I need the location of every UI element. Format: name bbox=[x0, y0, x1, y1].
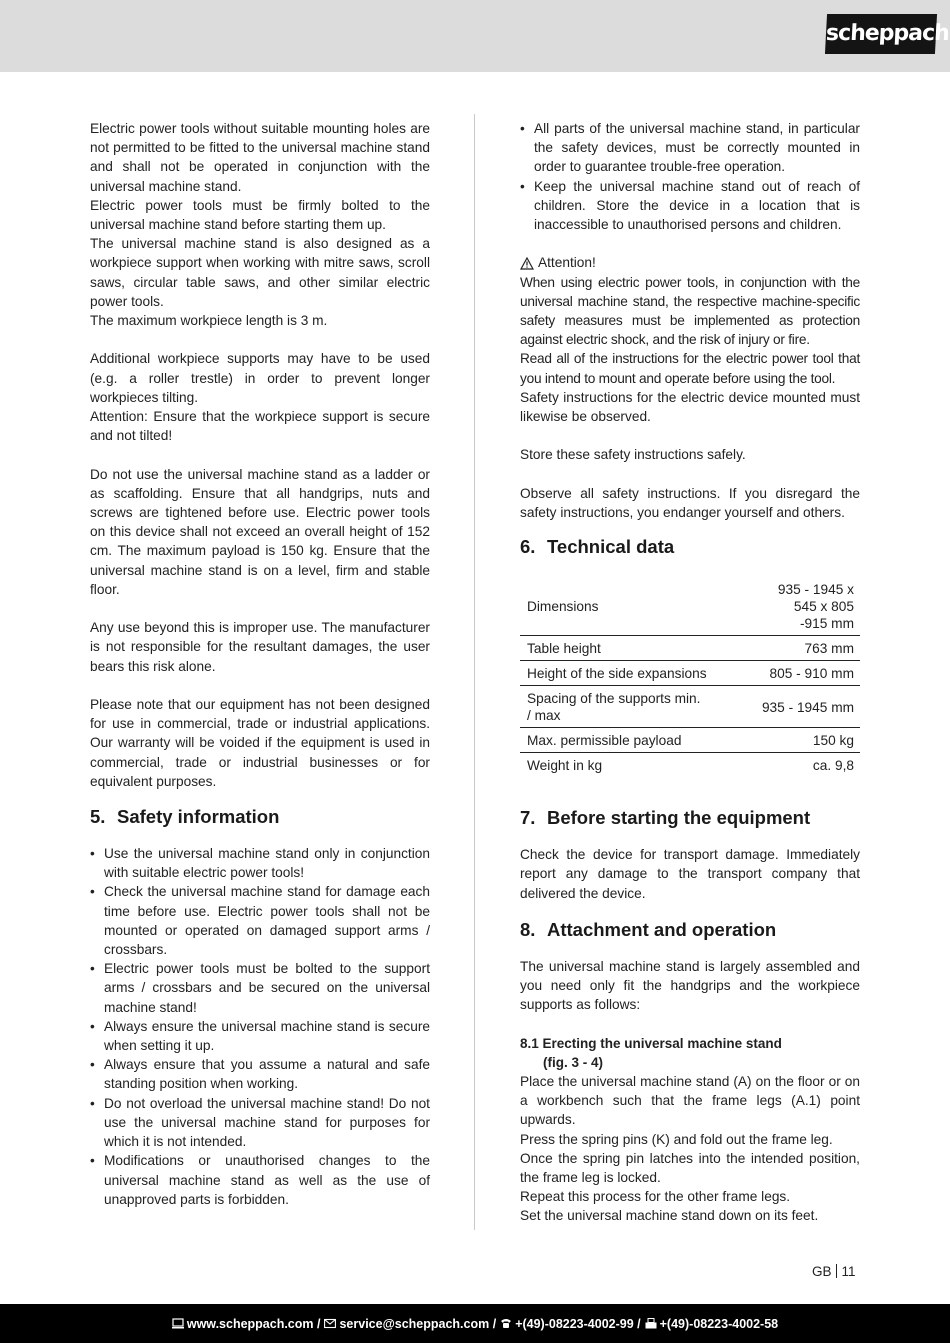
paragraph: Please note that our equipment has not been designed for use in commercial, trade or industrial applications. Our warranty will be voided if the equipment is used in commercial, trade or industrial businesses or for equivalent purposes. bbox=[90, 697, 430, 789]
paragraph: Do not use the universal machine stand as a ladder or as scaffolding. Ensure that all handgrips, nuts and screws are tightened before use. Electric power tools on this device shall not exceed an overall height of 152 cm. The maximum payload is 150 kg. Ensure that the universal machine stand is on a level, firm and stable floor. bbox=[90, 466, 430, 597]
paragraph: Safety instructions for the electric device mounted must likewise be observed. bbox=[520, 389, 860, 425]
safety-bullet-list bbox=[90, 844, 430, 1209]
table-cell-label: Table height bbox=[520, 636, 713, 661]
paragraph: The universal machine stand is also designed as a workpiece support when working with mitre saws, scroll saws, circular table saws, and other similar electric power tools. bbox=[90, 236, 430, 309]
phone-icon bbox=[500, 1318, 512, 1329]
paragraph: Any use beyond this is improper use. The manufacturer is not responsible for the resultant damages, the user bears this risk alone. bbox=[90, 620, 430, 674]
paragraph: Electric power tools without suitable mounting holes are not permitted to be fitted to the universal machine stand and shall not be operated in conjunction with the universal machine stand. bbox=[90, 121, 430, 194]
table-cell-label: Spacing of the supports min. / max bbox=[520, 686, 713, 728]
attention-heading: Attention! bbox=[520, 253, 860, 272]
brand-logo: scheppach bbox=[825, 14, 937, 54]
table-cell-value: 805 - 910 mm bbox=[713, 661, 860, 686]
paragraph: Press the spring pins (K) and fold out the frame leg. bbox=[520, 1131, 833, 1147]
safety-bullet-list-continued bbox=[520, 119, 860, 234]
list-item: • All parts of the universal machine stand, in particular the safety devices, must be correctly mounted in order to guarantee trouble-free operation. bbox=[520, 119, 860, 177]
section-heading-safety: 5. Safety information bbox=[90, 806, 280, 828]
table-cell-value: 935 - 1945 x 545 x 805 -915 mm bbox=[777, 582, 854, 632]
paragraph: Once the spring pin latches into the intended position, the frame leg is locked. bbox=[520, 1150, 860, 1186]
paragraph: The maximum workpiece length is 3 m. bbox=[90, 313, 328, 329]
section-heading-attachment: 8. Attachment and operation bbox=[520, 918, 777, 940]
table-cell-value: 935 - 1945 mm bbox=[713, 686, 860, 728]
table-row bbox=[520, 753, 860, 778]
header-band bbox=[0, 0, 950, 72]
monitor-icon bbox=[172, 1318, 184, 1329]
list-item: • Always ensure that you assume a natural and safe standing position when working. bbox=[90, 1055, 430, 1093]
technical-data-table bbox=[520, 577, 860, 777]
list-item: • Check the universal machine stand for damage each time before use. Electric power tools shall not be mounted or operated on damaged support arms / crossbars. bbox=[90, 882, 430, 959]
table-cell-value: 763 mm bbox=[713, 636, 860, 661]
fax-icon bbox=[645, 1318, 657, 1329]
paragraph: Electric power tools must be firmly bolted to the universal machine stand before starting them up. bbox=[90, 197, 430, 233]
section-heading-technical-data: 6. Technical data bbox=[520, 536, 675, 558]
paragraph: Additional workpiece supports may have to be used (e.g. a roller trestle) in order to prevent longer workpieces tilting. bbox=[90, 351, 430, 405]
list-item: • Do not overload the universal machine stand! Do not use the universal machine stand for purposes for which it is not intended. bbox=[90, 1094, 430, 1152]
warning-triangle-icon bbox=[520, 257, 534, 270]
footer-phone[interactable]: +(49)-08223-4002-99 / bbox=[500, 1317, 640, 1331]
paragraph: Observe all safety instructions. If you disregard the safety instructions, you endanger yourself and others. bbox=[520, 485, 860, 521]
table-cell-label: Weight in kg bbox=[520, 753, 713, 778]
paragraph: Check the device for transport damage. Immediately report any damage to the transport company that delivered the device. bbox=[520, 847, 860, 901]
section-heading-before-starting: 7. Before starting the equipment bbox=[520, 807, 811, 829]
column-divider bbox=[474, 114, 475, 1230]
subsection-figure-ref: (fig. 3 - 4) bbox=[543, 1054, 603, 1070]
paragraph: Attention: Ensure that the workpiece support is secure and not tilted! bbox=[90, 409, 430, 444]
table-row bbox=[520, 661, 860, 686]
footer-contact-bar bbox=[0, 1304, 950, 1343]
table-cell-label: Height of the side expansions bbox=[520, 661, 713, 686]
paragraph: Read all of the instructions for the electric power tool that you intend to mount and operate before using the tool. bbox=[520, 351, 860, 386]
right-column bbox=[520, 119, 860, 1226]
table-row bbox=[520, 728, 860, 753]
left-column bbox=[90, 119, 430, 1209]
paragraph: The universal machine stand is largely assembled and you need only fit the handgrips and the workpiece supports as follows: bbox=[520, 958, 860, 1013]
footer-fax[interactable]: +(49)-08223-4002-58 bbox=[645, 1317, 779, 1331]
paragraph: Place the universal machine stand (A) on the floor or on a workbench such that the frame legs (A.1) point upwards. bbox=[520, 1074, 860, 1128]
page-number: GB 11 bbox=[812, 1264, 856, 1279]
list-item: • Keep the universal machine stand out of reach of children. Store the device in a location that is inaccessible to unauthorised persons and children. bbox=[520, 177, 860, 235]
table-cell-value: ca. 9,8 bbox=[713, 753, 860, 778]
table-row bbox=[520, 577, 860, 636]
table-cell-label: Max. permissible payload bbox=[520, 728, 713, 753]
paragraph: Set the universal machine stand down on its feet. bbox=[520, 1208, 819, 1224]
subsection-heading: 8.1 Erecting the universal machine stand bbox=[520, 1035, 782, 1051]
table-row bbox=[520, 686, 860, 728]
list-item: • Modifications or unauthorised changes to the universal machine stand as well as the use of unapproved parts is forbidden. bbox=[90, 1151, 430, 1209]
paragraph: Repeat this process for the other frame legs. bbox=[520, 1189, 791, 1205]
paragraph: When using electric power tools, in conjunction with the universal machine stand, the respective machine-specific safety measures must be implemented as protection against electric shock, and the risk of injury or fire. bbox=[520, 274, 860, 348]
list-item: • Always ensure the universal machine stand is secure when setting it up. bbox=[90, 1017, 430, 1055]
table-cell-label: Dimensions bbox=[527, 599, 599, 615]
footer-email[interactable]: service@scheppach.com / bbox=[324, 1317, 496, 1331]
footer-website[interactable]: www.scheppach.com / bbox=[172, 1317, 321, 1331]
table-row bbox=[520, 636, 860, 661]
list-item: • Use the universal machine stand only in conjunction with suitable electric power tools! bbox=[90, 844, 430, 882]
paragraph: Store these safety instructions safely. bbox=[520, 447, 746, 463]
list-item: • Electric power tools must be bolted to the support arms / crossbars and be secured on the universal machine stand! bbox=[90, 959, 430, 1017]
envelope-icon bbox=[324, 1318, 336, 1329]
table-cell-value: 150 kg bbox=[713, 728, 860, 753]
